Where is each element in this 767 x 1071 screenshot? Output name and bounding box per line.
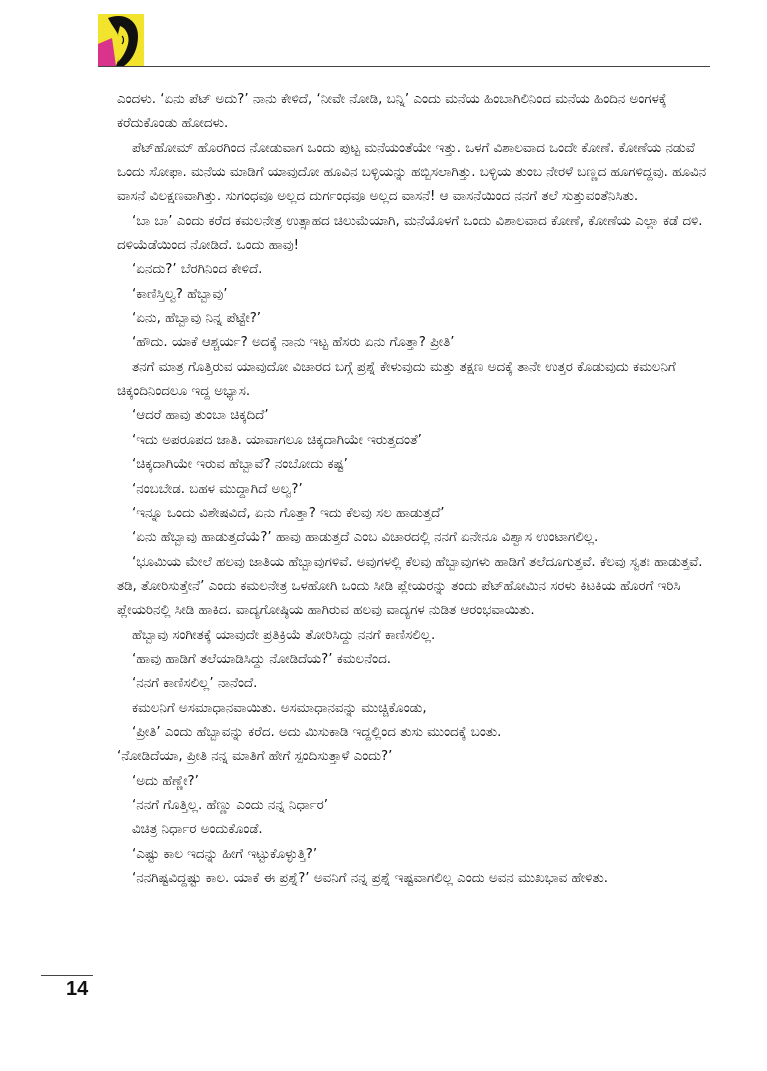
paragraph: ‘ಇನ್ನೂ ಒಂದು ವಿಶೇಷವಿದೆ, ಏನು ಗೊತ್ತಾ? ಇದು ಕೆಲವು ಸಲ ಹಾಡುತ್ತದೆ’ xyxy=(132,505,445,521)
paragraph: ಹೆಬ್ಬಾವು ಸಂಗೀತಕ್ಕೆ ಯಾವುದೇ ಪ್ರತಿಕ್ರಿಯೆ ತೋರಿಸಿದ್ದು ನನಗೆ ಕಾಣಿಸಲಿಲ್ಲ. xyxy=(132,627,436,643)
paragraph: ‘ಭೂಮಿಯ ಮೇಲೆ ಹಲವು ಜಾತಿಯ ಹೆಬ್ಬಾವುಗಳಿವೆ. ಅವುಗಳಲ್ಲಿ ಕೆಲವು ಹೆಬ್ಬಾವುಗಳು ಹಾಡಿಗೆ ತಲೆದೂಗುತ್ತವೆ. ಕೆಲವು ಸ್ವತಃ ಹಾಡುತ್ತವೆ. ತಡಿ, ತೋರಿಸುತ್ತೇನೆ’ ಎಂದು ಕಮಲನೇತ್ರ ಒಳಹೋಗಿ ಒಂದು ಸೀಡಿ ಪ್ಲೇಯರನ್ನು ತಂದು ಪೆಟ್‌ಹೋಮಿನ ಸರಳು ಕಿಟಕಿಯ ಹೊರಗೆ ಇರಿಸಿ ಪ್ಲೇಯರಿನಲ್ಲಿ ಸೀಡಿ ಹಾಕಿದ. ವಾದ್ಯಗೋಷ್ಠಿಯ ಹಾಗಿರುವ ಹಲವು ವಾದ್ಯಗಳ ನುಡಿತ ಆರಂಭವಾಯಿತು. xyxy=(117,554,703,619)
paragraph: ‘ಏನು ಹೆಬ್ಬಾವು ಹಾಡುತ್ತದೆಯೆ?’ ಹಾವು ಹಾಡುತ್ತದೆ ಎಂಬ ವಿಚಾರದಲ್ಲಿ ನನಗೆ ಏನೇನೂ ವಿಶ್ವಾಸ ಉಂಟಾಗಲಿಲ್ಲ. xyxy=(132,530,599,546)
paragraph: ‘ಎಷ್ಟು ಕಾಲ ಇದನ್ನು ಹೀಗೆ ಇಟ್ಟುಕೊಳ್ಳುತ್ತಿ?’ xyxy=(132,846,318,862)
paragraph: ‘ಚಿಕ್ಕದಾಗಿಯೇ ಇರುವ ಹೆಬ್ಬಾವೆ? ನಂಬೋದು ಕಷ್ಟ’ xyxy=(132,457,348,473)
paragraph: ‘ನಂಬಬೇಡ. ಬಹಳ ಮುದ್ದಾಗಿದೆ ಅಲ್ವ?’ xyxy=(132,481,303,497)
paragraph: ‘ಆದರೆ ಹಾವು ತುಂಬಾ ಚಿಕ್ಕದಿದೆ’ xyxy=(132,408,269,424)
story-text xyxy=(117,88,707,891)
paragraph: ‘ಕಾಣಿಸ್ತಿಲ್ವ? ಹೆಬ್ಬಾವು’ xyxy=(132,286,228,302)
paragraph: ವಿಚಿತ್ರ ನಿರ್ಧಾರ ಅಂದುಕೊಂಡೆ. xyxy=(132,822,263,838)
page-number: 14 xyxy=(66,978,89,1000)
paragraph: ‘ನನಗೆ ಗೊತ್ತಿಲ್ಲ. ಹೆಣ್ಣು ಎಂದು ನನ್ನ ನಿರ್ಧಾರ’ xyxy=(132,797,328,813)
paragraph: ತನಗೆ ಮಾತ್ರ ಗೊತ್ತಿರುವ ಯಾವುದೋ ವಿಚಾರದ ಬಗ್ಗೆ ಪ್ರಶ್ನೆ ಕೇಳುವುದು ಮತ್ತು ತಕ್ಷಣ ಅದಕ್ಕೆ ತಾನೇ ಉತ್ತರ ಕೊಡುವುದು ಕಮಲನಿಗೆ ಚಿಕ್ಕಂದಿನಿಂದಲೂ ಇದ್ದ ಅಭ್ಯಾಸ. xyxy=(117,359,676,400)
magazine-logo-icon xyxy=(98,14,144,66)
footer-rule xyxy=(41,975,93,976)
paragraph: ‘ಅದು ಹೆಣ್ಣೇ?’ xyxy=(132,773,199,789)
paragraph: ‘ನನಗೆ ಕಾಣಿಸಲಿಲ್ಲ’ ನಾನೆಂದೆ. xyxy=(132,676,258,692)
paragraph: ‘ಹೌದು. ಯಾಕೆ ಆಶ್ಚರ್ಯ? ಅದಕ್ಕೆ ನಾನು ಇಟ್ಟ ಹೆಸರು ಏನು ಗೊತ್ತಾ? ಪ್ರೀತಿ’ xyxy=(132,335,455,351)
paragraph: ಕಮಲನಿಗೆ ಅಸಮಾಧಾನವಾಯಿತು. ಅಸಮಾಧಾನವನ್ನು ಮುಚ್ಚಿಕೊಂಡು, xyxy=(132,700,427,716)
header-rule xyxy=(98,66,710,67)
paragraph: ‘ಪ್ರೀತಿ’ ಎಂದು ಹೆಬ್ಬಾವನ್ನು ಕರೆದ. ಅದು ಮಿಸುಕಾಡಿ ಇದ್ದಲ್ಲಿಂದ ತುಸು ಮುಂದಕ್ಕೆ ಬಂತು. xyxy=(132,724,502,740)
paragraph: ‘ಬಾ ಬಾ’ ಎಂದು ಕರೆದ ಕಮಲನೇತ್ರ ಉತ್ಸಾಹದ ಚಿಲುಮೆಯಾಗಿ, ಮನೆಯೊಳಗೆ ಒಂದು ವಿಶಾಲವಾದ ಕೋಣೆ, ಕೋಣೆಯ ಎಲ್ಲಾ ಕಡೆ ದಳಿ. ದಳಿಯೆಡೆಯಿಂದ ನೋಡಿದೆ. ಒಂದು ಹಾವು! xyxy=(117,213,703,254)
paragraph: ‘ಹಾವು ಹಾಡಿಗೆ ತಲೆಯಾಡಿಸಿದ್ದು ನೋಡಿದೆಯ?’ ಕಮಲನೆಂದ. xyxy=(132,651,392,667)
paragraph: ಪೆಟ್‌ಹೋಮ್ ಹೊರಗಿಂದ ನೋಡುವಾಗ ಒಂದು ಪುಟ್ಟ ಮನೆಯಂತೆಯೇ ಇತ್ತು. ಒಳಗೆ ವಿಶಾಲವಾದ ಒಂದೇ ಕೋಣೆ. ಕೋಣೆಯ ನಡುವೆ ಒಂದು ಸೋಫಾ. ಮನೆಯ ಮಾಡಿಗೆ ಯಾವುದೋ ಹೂವಿನ ಬಳ್ಳಿಯನ್ನು ಹಬ್ಬಿಸಲಾಗಿತ್ತು. ಬಳ್ಳಿಯ ತುಂಬ ನೇರಳೆ ಬಣ್ಣದ ಹೂಗಳಿದ್ದವು. ಹೂವಿನ ವಾಸನೆ ವಿಲಕ್ಷಣವಾಗಿತ್ತು. ಸುಗಂಧವೂ ಅಲ್ಲದ ದುರ್ಗಂಧವೂ ಅಲ್ಲದ ವಾಸನೆ! ಆ ವಾಸನೆಯಿಂದ ನನಗೆ ತಲೆ ಸುತ್ತುವಂತೆನಿಸಿತು. xyxy=(117,140,707,205)
paragraph: ‘ಏನದು?’ ಬೆರಗಿನಿಂದ ಕೇಳಿದೆ. xyxy=(132,262,263,278)
paragraph: ‘ಇದು ಅಪರೂಪದ ಜಾತಿ. ಯಾವಾಗಲೂ ಚಿಕ್ಕದಾಗಿಯೇ ಇರುತ್ತದಂತೆ’ xyxy=(132,432,422,448)
paragraph: ‘ನೋಡಿದೆಯಾ, ಪ್ರೀತಿ ನನ್ನ ಮಾತಿಗೆ ಹೇಗೆ ಸ್ಪಂದಿಸುತ್ತಾಳೆ ಎಂದು?’ xyxy=(117,749,393,765)
paragraph: ‘ಏನು, ಹೆಬ್ಬಾವು ನಿನ್ನ ಪೆಟ್ಟೇ?’ xyxy=(132,311,262,327)
paragraph: ಎಂದಳು. ‘ಏನು ಪೆಟ್ ಅದು?’ ನಾನು ಕೇಳಿದೆ, ‘ನೀವೇ ನೋಡಿ, ಬನ್ನಿ’ ಎಂದು ಮನೆಯ ಹಿಂಬಾಗಿಲಿನಿಂದ ಮನೆಯ ಹಿಂದಿನ ಅಂಗಳಕ್ಕೆ ಕರೆದುಕೊಂಡು ಹೋದಳು. xyxy=(117,92,667,132)
paragraph: ‘ನನಗಿಷ್ಟವಿದ್ದಷ್ಟು ಕಾಲ. ಯಾಕೆ ಈ ಪ್ರಶ್ನೆ?’ ಅವನಿಗೆ ನನ್ನ ಪ್ರಶ್ನೆ ಇಷ್ಟವಾಗಲಿಲ್ಲ ಎಂದು ಅವನ ಮುಖಭಾವ ಹೇಳಿತು. xyxy=(132,871,609,886)
